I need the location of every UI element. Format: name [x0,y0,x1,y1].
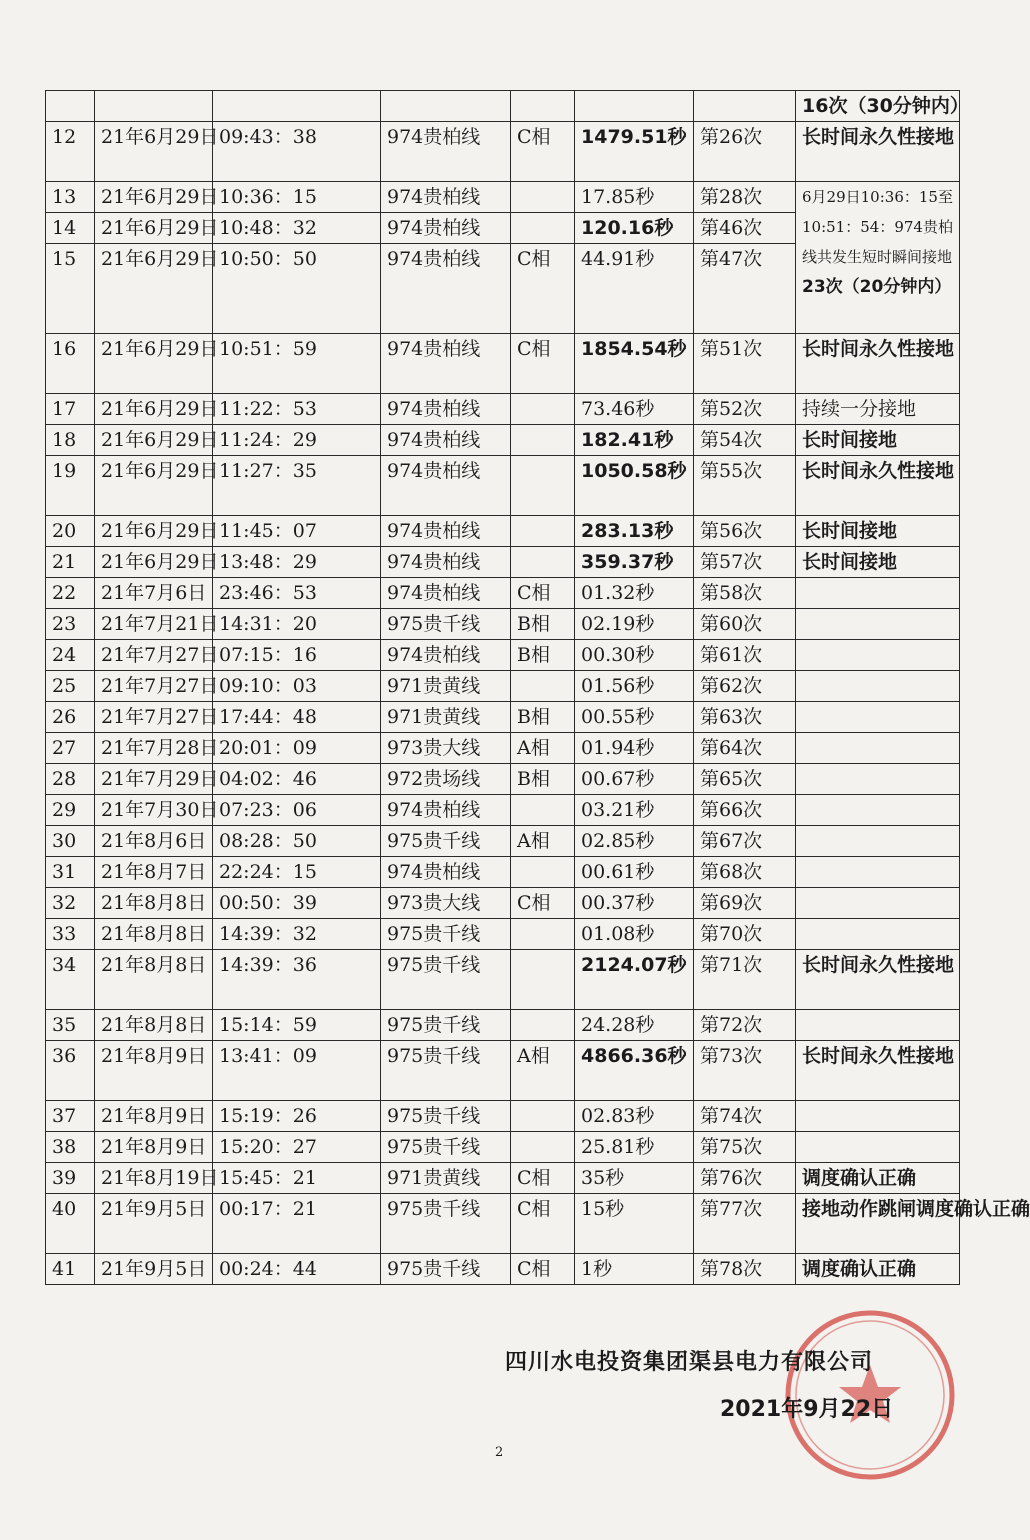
duration-cell: 02.19秒 [575,609,694,640]
line-cell: 975贵千线 [381,1041,511,1101]
duration-cell: 1479.51秒 [575,122,694,182]
remark-cell [796,609,960,640]
remark-cell [796,640,960,671]
phase-cell [511,671,575,702]
date-cell: 21年7月27日 [95,671,213,702]
phase-cell: C相 [511,122,575,182]
time-cell: 20:01：09 [213,733,381,764]
remark-cell: 调度确认正确 [796,1163,960,1194]
count-cell: 第47次 [694,244,796,334]
date-cell: 21年7月6日 [95,578,213,609]
count-cell: 第76次 [694,1163,796,1194]
table-row [46,516,960,547]
table-row [46,578,960,609]
phase-cell [511,1101,575,1132]
count-cell: 第65次 [694,764,796,795]
phase-cell [511,394,575,425]
date-cell [95,91,213,122]
row-number: 20 [46,516,95,547]
duration-cell: 00.55秒 [575,702,694,733]
date-cell: 21年6月29日 [95,334,213,394]
line-cell: 974贵柏线 [381,547,511,578]
table-row [46,919,960,950]
count-cell: 第61次 [694,640,796,671]
phase-cell [511,213,575,244]
date-cell: 21年6月29日 [95,244,213,334]
duration-cell: 01.08秒 [575,919,694,950]
time-cell: 15:14：59 [213,1010,381,1041]
date-cell: 21年8月19日 [95,1163,213,1194]
company-seal [750,1295,980,1485]
time-cell: 14:31：20 [213,609,381,640]
row-number: 29 [46,795,95,826]
time-cell: 00:50：39 [213,888,381,919]
count-cell: 第60次 [694,609,796,640]
line-cell: 972贵场线 [381,764,511,795]
time-cell: 15:45：21 [213,1163,381,1194]
line-cell: 975贵千线 [381,919,511,950]
row-number: 13 [46,182,95,213]
count-cell: 第68次 [694,857,796,888]
issuing-company: 四川水电投资集团渠县电力有限公司 [505,1350,874,1375]
time-cell: 10:48：32 [213,213,381,244]
row-number: 21 [46,547,95,578]
duration-cell: 359.37秒 [575,547,694,578]
table-row [46,795,960,826]
time-cell: 11:24：29 [213,425,381,456]
line-cell: 974贵柏线 [381,244,511,334]
date-cell: 21年8月8日 [95,950,213,1010]
duration-cell: 02.83秒 [575,1101,694,1132]
remark-cell [796,578,960,609]
line-cell: 975贵千线 [381,1254,511,1285]
count-cell: 第58次 [694,578,796,609]
phase-cell [511,1010,575,1041]
date-cell: 21年7月29日 [95,764,213,795]
line-cell: 974贵柏线 [381,795,511,826]
remark-cell: 长时间永久性接地 [796,1041,960,1101]
table-row [46,394,960,425]
remark-cell: 长时间接地 [796,547,960,578]
row-number: 22 [46,578,95,609]
date-cell: 21年6月29日 [95,456,213,516]
duration-cell [575,91,694,122]
remark-cell [796,919,960,950]
table-row [46,1010,960,1041]
line-cell: 974贵柏线 [381,394,511,425]
line-cell: 975贵千线 [381,1194,511,1254]
time-cell: 07:15：16 [213,640,381,671]
phase-cell: C相 [511,244,575,334]
date-cell: 21年7月28日 [95,733,213,764]
row-number: 37 [46,1101,95,1132]
duration-cell: 25.81秒 [575,1132,694,1163]
time-cell: 14:39：32 [213,919,381,950]
table-row [46,1041,960,1101]
time-cell: 14:39：36 [213,950,381,1010]
table-row [46,733,960,764]
time-cell: 11:22：53 [213,394,381,425]
phase-cell [511,1132,575,1163]
time-cell [213,91,381,122]
row-number: 12 [46,122,95,182]
duration-cell: 00.37秒 [575,888,694,919]
row-number: 32 [46,888,95,919]
count-cell: 第56次 [694,516,796,547]
duration-cell: 182.41秒 [575,425,694,456]
line-cell: 971贵黄线 [381,671,511,702]
line-cell: 974贵柏线 [381,213,511,244]
row-number: 24 [46,640,95,671]
line-cell: 974贵柏线 [381,425,511,456]
count-cell: 第73次 [694,1041,796,1101]
phase-cell: A相 [511,1041,575,1101]
duration-cell: 03.21秒 [575,795,694,826]
line-cell: 974贵柏线 [381,578,511,609]
duration-cell: 00.30秒 [575,640,694,671]
count-cell: 第67次 [694,826,796,857]
duration-cell: 00.67秒 [575,764,694,795]
count-cell: 第28次 [694,182,796,213]
line-cell: 974贵柏线 [381,122,511,182]
remark-cell [796,826,960,857]
row-number: 17 [46,394,95,425]
row-number: 26 [46,702,95,733]
count-cell: 第64次 [694,733,796,764]
count-cell: 第71次 [694,950,796,1010]
line-cell: 971贵黄线 [381,702,511,733]
line-cell: 974贵柏线 [381,334,511,394]
table-row [46,1101,960,1132]
row-number: 25 [46,671,95,702]
date-cell: 21年6月29日 [95,425,213,456]
date-cell: 21年9月5日 [95,1194,213,1254]
phase-cell: A相 [511,733,575,764]
row-number: 14 [46,213,95,244]
row-number: 38 [46,1132,95,1163]
remark-cell: 长时间永久性接地 [796,334,960,394]
remark-cell [796,702,960,733]
date-cell: 21年6月29日 [95,547,213,578]
phase-cell [511,795,575,826]
count-cell: 第62次 [694,671,796,702]
phase-cell: C相 [511,578,575,609]
table-row [46,425,960,456]
count-cell: 第72次 [694,1010,796,1041]
phase-cell: C相 [511,888,575,919]
line-cell: 973贵大线 [381,888,511,919]
date-cell: 21年8月9日 [95,1132,213,1163]
remark-cell [796,1101,960,1132]
line-cell: 975贵千线 [381,1010,511,1041]
table-row [46,1163,960,1194]
count-cell: 第75次 [694,1132,796,1163]
remark-cell: 16次（30分钟内） [796,91,960,122]
date-cell: 21年8月8日 [95,919,213,950]
phase-cell [511,547,575,578]
table-row [46,182,960,213]
time-cell: 22:24：15 [213,857,381,888]
line-cell: 971贵黄线 [381,1163,511,1194]
table-row [46,609,960,640]
duration-cell: 02.85秒 [575,826,694,857]
duration-cell: 2124.07秒 [575,950,694,1010]
phase-cell [511,919,575,950]
count-cell [694,91,796,122]
date-cell: 21年8月8日 [95,888,213,919]
phase-cell: A相 [511,826,575,857]
table-row [46,1132,960,1163]
duration-cell: 01.56秒 [575,671,694,702]
row-number: 19 [46,456,95,516]
row-number: 40 [46,1194,95,1254]
remark-cell: 长时间永久性接地 [796,456,960,516]
count-cell: 第54次 [694,425,796,456]
merged-remark-cell: 6月29日10:36：15至10:51：54：974贵柏线共发生短时瞬间接地 23次（20分钟内） [796,182,960,334]
row-number: 34 [46,950,95,1010]
date-cell: 21年7月21日 [95,609,213,640]
date-cell: 21年6月29日 [95,213,213,244]
remark-cell [796,764,960,795]
time-cell: 17:44：48 [213,702,381,733]
date-cell: 21年6月29日 [95,394,213,425]
count-cell: 第57次 [694,547,796,578]
duration-cell: 1854.54秒 [575,334,694,394]
row-number: 31 [46,857,95,888]
count-cell: 第52次 [694,394,796,425]
date-cell: 21年8月8日 [95,1010,213,1041]
time-cell: 10:51：59 [213,334,381,394]
table-row [46,456,960,516]
issue-date: 2021年9月22日 [720,1397,894,1422]
duration-cell: 17.85秒 [575,182,694,213]
table-row [46,950,960,1010]
duration-cell: 1秒 [575,1254,694,1285]
line-cell: 975贵千线 [381,609,511,640]
time-cell: 08:28：50 [213,826,381,857]
time-cell: 09:43：38 [213,122,381,182]
remark-cell [796,795,960,826]
date-cell: 21年6月29日 [95,182,213,213]
phase-cell: C相 [511,1254,575,1285]
duration-cell: 44.91秒 [575,244,694,334]
row-number: 36 [46,1041,95,1101]
count-cell: 第26次 [694,122,796,182]
page-number: 2 [495,1445,504,1460]
remark-cell [796,733,960,764]
line-cell: 974贵柏线 [381,516,511,547]
line-cell: 975贵千线 [381,950,511,1010]
table-row [46,640,960,671]
row-number [46,91,95,122]
table-row [46,857,960,888]
remark-cell [796,671,960,702]
time-cell: 09:10：03 [213,671,381,702]
remark-cell: 长时间接地 [796,516,960,547]
duration-cell: 1050.58秒 [575,456,694,516]
row-number: 35 [46,1010,95,1041]
remark-cell: 持续一分接地 [796,394,960,425]
count-cell: 第51次 [694,334,796,394]
date-cell: 21年8月9日 [95,1041,213,1101]
remark-cell: 长时间接地 [796,425,960,456]
table-row [46,122,960,182]
remark-cell [796,857,960,888]
count-cell: 第70次 [694,919,796,950]
time-cell: 00:24：44 [213,1254,381,1285]
row-number: 27 [46,733,95,764]
phase-cell: B相 [511,702,575,733]
table-row [46,826,960,857]
date-cell: 21年8月9日 [95,1101,213,1132]
time-cell: 11:45：07 [213,516,381,547]
time-cell: 15:20：27 [213,1132,381,1163]
line-cell [381,91,511,122]
row-number: 23 [46,609,95,640]
remark-cell [796,1010,960,1041]
date-cell: 21年6月29日 [95,516,213,547]
count-cell: 第74次 [694,1101,796,1132]
line-cell: 974贵柏线 [381,640,511,671]
duration-cell: 01.94秒 [575,733,694,764]
time-cell: 13:48：29 [213,547,381,578]
phase-cell [511,91,575,122]
phase-cell: C相 [511,1163,575,1194]
remark-cell: 接地动作跳闸调度确认正确 [796,1194,960,1254]
table-row [46,702,960,733]
duration-cell: 283.13秒 [575,516,694,547]
duration-cell: 73.46秒 [575,394,694,425]
time-cell: 07:23：06 [213,795,381,826]
phase-cell: C相 [511,1194,575,1254]
time-cell: 10:50：50 [213,244,381,334]
date-cell: 21年7月27日 [95,640,213,671]
line-cell: 974贵柏线 [381,182,511,213]
date-cell: 21年9月5日 [95,1254,213,1285]
time-cell: 10:36：15 [213,182,381,213]
line-cell: 973贵大线 [381,733,511,764]
duration-cell: 35秒 [575,1163,694,1194]
time-cell: 15:19：26 [213,1101,381,1132]
line-cell: 974贵柏线 [381,857,511,888]
line-cell: 974贵柏线 [381,456,511,516]
row-number: 33 [46,919,95,950]
date-cell: 21年7月30日 [95,795,213,826]
duration-cell: 00.61秒 [575,857,694,888]
duration-cell: 01.32秒 [575,578,694,609]
phase-cell: C相 [511,334,575,394]
row-number: 28 [46,764,95,795]
phase-cell [511,516,575,547]
date-cell: 21年6月29日 [95,122,213,182]
table-row [46,671,960,702]
duration-cell: 120.16秒 [575,213,694,244]
phase-cell [511,425,575,456]
date-cell: 21年7月27日 [95,702,213,733]
table-row [46,1194,960,1254]
time-cell: 13:41：09 [213,1041,381,1101]
count-cell: 第78次 [694,1254,796,1285]
duration-cell: 15秒 [575,1194,694,1254]
table-row [46,764,960,795]
row-number: 41 [46,1254,95,1285]
phase-cell: B相 [511,640,575,671]
remark-cell: 调度确认正确 [796,1254,960,1285]
row-number: 39 [46,1163,95,1194]
phase-cell: B相 [511,764,575,795]
table-row [46,547,960,578]
date-cell: 21年8月7日 [95,857,213,888]
table-row [46,1254,960,1285]
line-cell: 975贵千线 [381,1101,511,1132]
remark-cell: 长时间永久性接地 [796,122,960,182]
count-cell: 第77次 [694,1194,796,1254]
duration-cell: 4866.36秒 [575,1041,694,1101]
grounding-records-table [45,90,1030,1285]
count-cell: 第66次 [694,795,796,826]
time-cell: 04:02：46 [213,764,381,795]
remark-cell [796,1132,960,1163]
row-number: 30 [46,826,95,857]
phase-cell [511,857,575,888]
line-cell: 975贵千线 [381,1132,511,1163]
phase-cell [511,456,575,516]
time-cell: 11:27：35 [213,456,381,516]
remark-cell: 长时间永久性接地 [796,950,960,1010]
count-cell: 第55次 [694,456,796,516]
phase-cell [511,950,575,1010]
count-cell: 第63次 [694,702,796,733]
table-row [46,91,960,122]
row-number: 15 [46,244,95,334]
table-row [46,334,960,394]
count-cell: 第46次 [694,213,796,244]
time-cell: 23:46：53 [213,578,381,609]
date-cell: 21年8月6日 [95,826,213,857]
time-cell: 00:17：21 [213,1194,381,1254]
phase-cell: B相 [511,609,575,640]
count-cell: 第69次 [694,888,796,919]
line-cell: 975贵千线 [381,826,511,857]
phase-cell [511,182,575,213]
row-number: 16 [46,334,95,394]
row-number: 18 [46,425,95,456]
remark-cell [796,888,960,919]
table-row [46,888,960,919]
duration-cell: 24.28秒 [575,1010,694,1041]
